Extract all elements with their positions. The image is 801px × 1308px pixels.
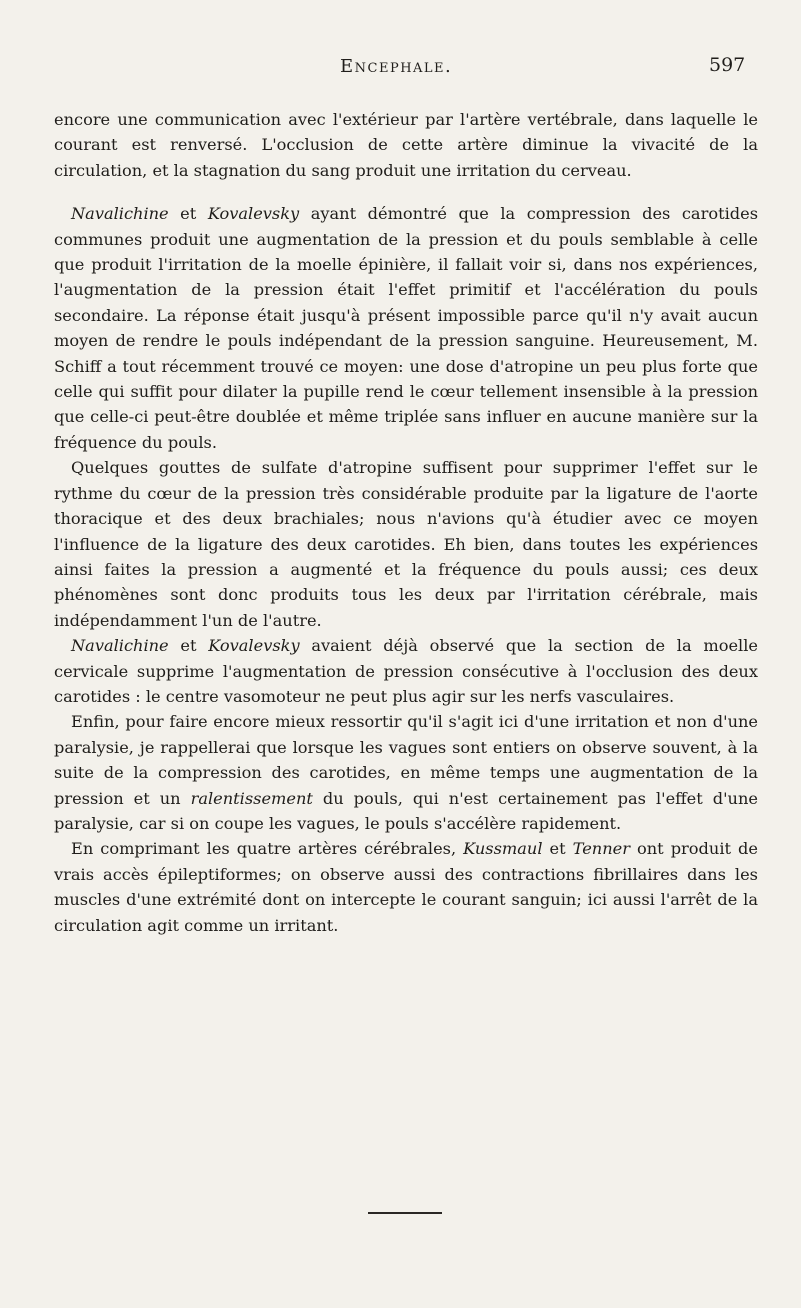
paragraph-text: du pouls, qui n'est certainement pas l'effet d'une paralysie, car si on coupe les vagues, le pouls s'accélère rapidement.: [54, 788, 758, 833]
paragraph-text: ayant démontré que la compression des carotides communes produit une augmentation de la pression et du pouls semblable à celle que produit l'irritation de la moelle épinière, il fallait voir si, dans nos expériences, l'augmentation de la pression était l'effet primitif et l'accélération du pouls secondaire. La réponse était jusqu'à présent impossible parce qu'il n'y avait aucun moyen de rendre le pouls indépendant de la pression sanguine. Heureusement, M. Schiff a tout récemment trouvé ce moyen: une dose d'atropine un peu plus forte que celle qui suffit pour dilater la pupille rend le cœur tellement insensible à la pression que celle-ci peut-être doublée et même triplée sans influer en aucune manière sur la fréquence du pouls.: [54, 204, 758, 452]
paragraph-6: [54, 836, 758, 938]
body-text: [54, 107, 758, 938]
conjunction: et: [168, 636, 209, 656]
paragraph-2: [54, 201, 758, 455]
paragraph-3: Quelques gouttes de sulfate d'atropine suffisent pour supprimer l'effet sur le rythme du cœur de la pression très considérable produite par la ligature de l'aorte thoracique et des deux brachiales; nous n'avions qu'à étudier avec ce moyen l'influence de la ligature des deux carotides. Eh bien, dans toutes les expériences ainsi faites la pression a augmenté et la fréquence du pouls aussi; ces deux phénomènes sont donc produits tous les deux par l'irritation cérébrale, mais indépendamment l'un de l'autre.: [54, 458, 758, 630]
paragraph-5: [54, 709, 758, 836]
paragraph-4: [54, 633, 758, 709]
author-name: Navalichine: [71, 204, 169, 224]
running-title: Encephale.: [340, 56, 453, 77]
paragraph-text: avaient déjà observé que la section de la moelle cervicale supprime l'augmentation de pression consécutive à l'occlusion des deux carotides : le centre vasomoteur ne peut plus agir sur les nerfs vasculaires.: [54, 636, 758, 706]
paragraph-1: encore une communication avec l'extérieur par l'artère vertébrale, dans laquelle le courant est renversé. L'occlusion de cette artère diminue la vivacité de la circulation, et la stagnation du sang produit une irritation du cerveau.: [54, 110, 758, 180]
running-head: [0, 50, 801, 80]
conjunction: et: [542, 839, 573, 859]
section-end-rule: [368, 1212, 442, 1214]
paragraph-text: En comprimant les quatre artères cérébrales,: [71, 839, 464, 859]
author-name: Kussmaul: [463, 839, 543, 859]
emphasized-term: ralentissement: [190, 788, 313, 808]
page-number: 597: [709, 54, 746, 76]
author-name: Navalichine: [71, 636, 169, 656]
author-name: Tenner: [572, 839, 630, 859]
author-name: Kovalevsky: [207, 204, 300, 224]
conjunction: et: [168, 204, 208, 224]
paragraph-text: Enfin, pour faire encore mieux ressortir qu'il s'agit ici d'une irritation et non d'une paralysie, je rappellerai que lorsque les vagues sont entiers on observe souvent, à la suite de la compression des carotides, en même temps une augmentation de la pression et un: [54, 712, 758, 808]
paragraph-text: ont produit de vrais accès épileptiformes; on observe aussi des contractions fibrillaires dans les muscles d'une extrémité dont on intercepte le courant sanguin; ici aussi l'arrêt de la circulation agit comme un irritant.: [54, 839, 758, 935]
author-name: Kovalevsky: [208, 636, 300, 656]
